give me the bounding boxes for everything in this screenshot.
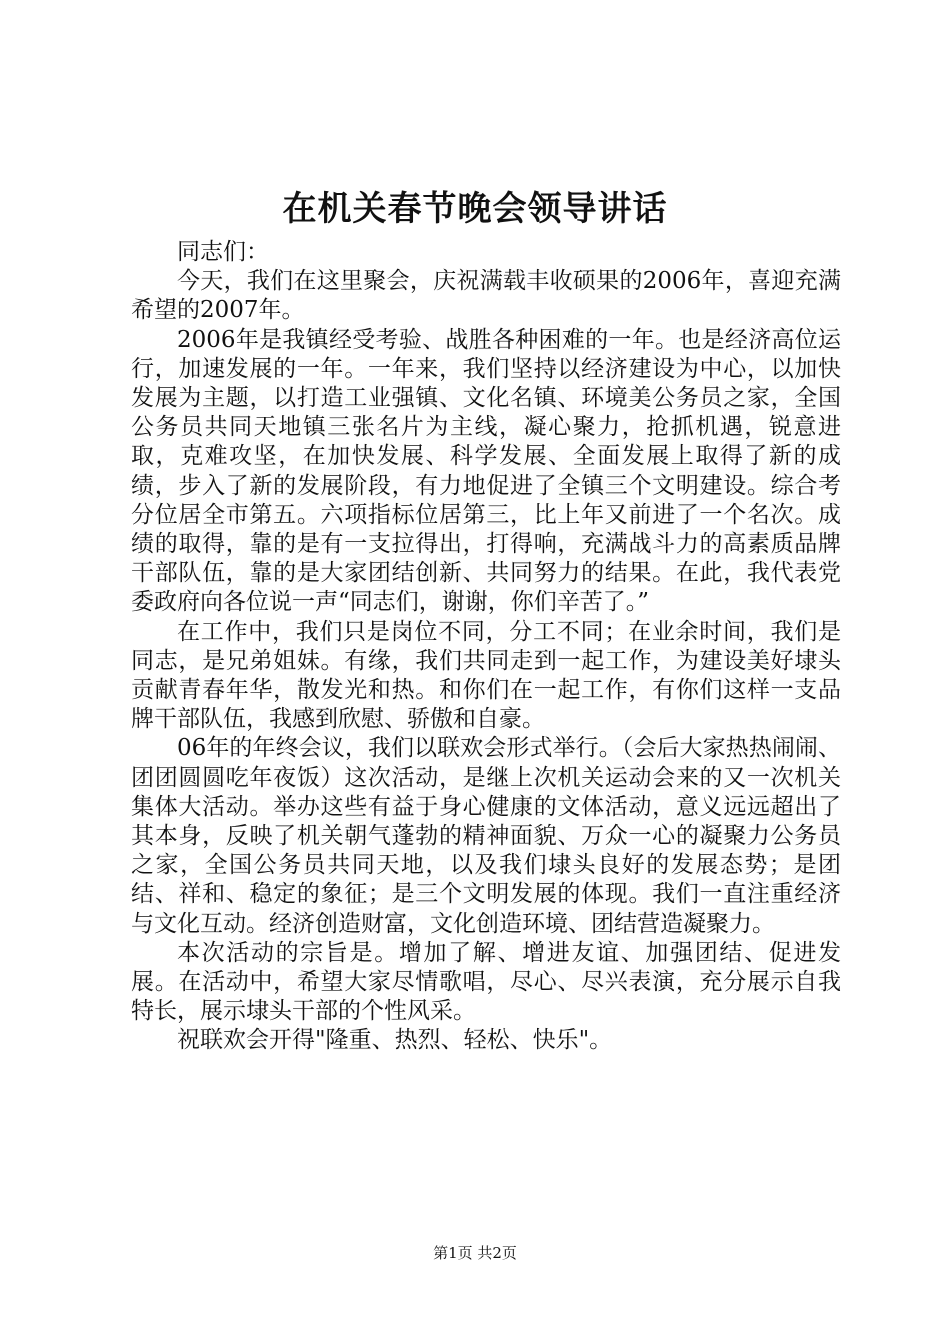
paragraph-closing: 祝联欢会开得"隆重、热烈、轻松、快乐"。 [177,1027,613,1054]
document-title: 在机关春节晚会领导讲话 [282,189,668,229]
paragraph-salutation: 同志们： [177,239,269,265]
paragraph-colleagues: 在工作中，我们只是岗位不同，分工不同；在业余时间，我们是同志，是兄弟姐妹。有缘，我们共同走到一起工作，为建设美好埭头贡献青春年华，散发光和热。和你们在一起工作，有你们这样一支品牌干部队伍，我感到欣慰、骄傲和自豪。 [131,618,841,733]
page-number-footer: 第1页 共2页 [433,1244,517,1262]
paragraph-achievements: 2006年是我镇经受考验、战胜各种困难的一年。也是经济高位运行，加速发展的一年。一年来，我们坚持以经济建设为中心，以加快发展为主题，以打造工业强镇、文化名镇、环境美公务员之家，全国公务员共同天地镇三张名片为主线，凝心聚力，抢抓机遇，锐意进取，克难攻坚，在加快发展、科学发展、全面发展上取得了新的成绩，步入了新的发展阶段，有力地促进了全镇三个文明建设。综合考分位居全市第五。六项指标位居第三，比上年又前进了一个名次。成绩的取得，靠的是有一支拉得出，打得响，充满战斗力的高素质品牌干部队伍，靠的是大家团结创新、共同努力的结果。在此，我代表党委政府向各位说一声“同志们，谢谢，你们辛苦了。” [131,326,841,616]
document-body [131,238,841,1056]
paragraph-purpose: 本次活动的宗旨是。增加了解、增进友谊、加强团结、促进发展。在活动中，希望大家尽情歌唱，尽心、尽兴表演，充分展示自我特长，展示埭头干部的个性风采。 [131,939,841,1025]
paragraph-opening: 今天，我们在这里聚会，庆祝满载丰收硕果的2006年，喜迎充满希望的2007年。 [131,268,841,324]
paragraph-year-end-meeting: 06年的年终会议，我们以联欢会形式举行。（会后大家热热闹闹、团团圆圆吃年夜饭）这次活动，是继上次机关运动会来的又一次机关集体大活动。举办这些有益于身心健康的文体活动，意义远远超出了其本身，反映了机关朝气蓬勃的精神面貌、万众一心的凝聚力公务员之家，全国公务员共同天地，以及我们埭头良好的发展态势；是团结、祥和、稳定的象征；是三个文明发展的体现。我们一直注重经济与文化互动。经济创造财富，文化创造环境、团结营造凝聚力。 [131,735,841,937]
